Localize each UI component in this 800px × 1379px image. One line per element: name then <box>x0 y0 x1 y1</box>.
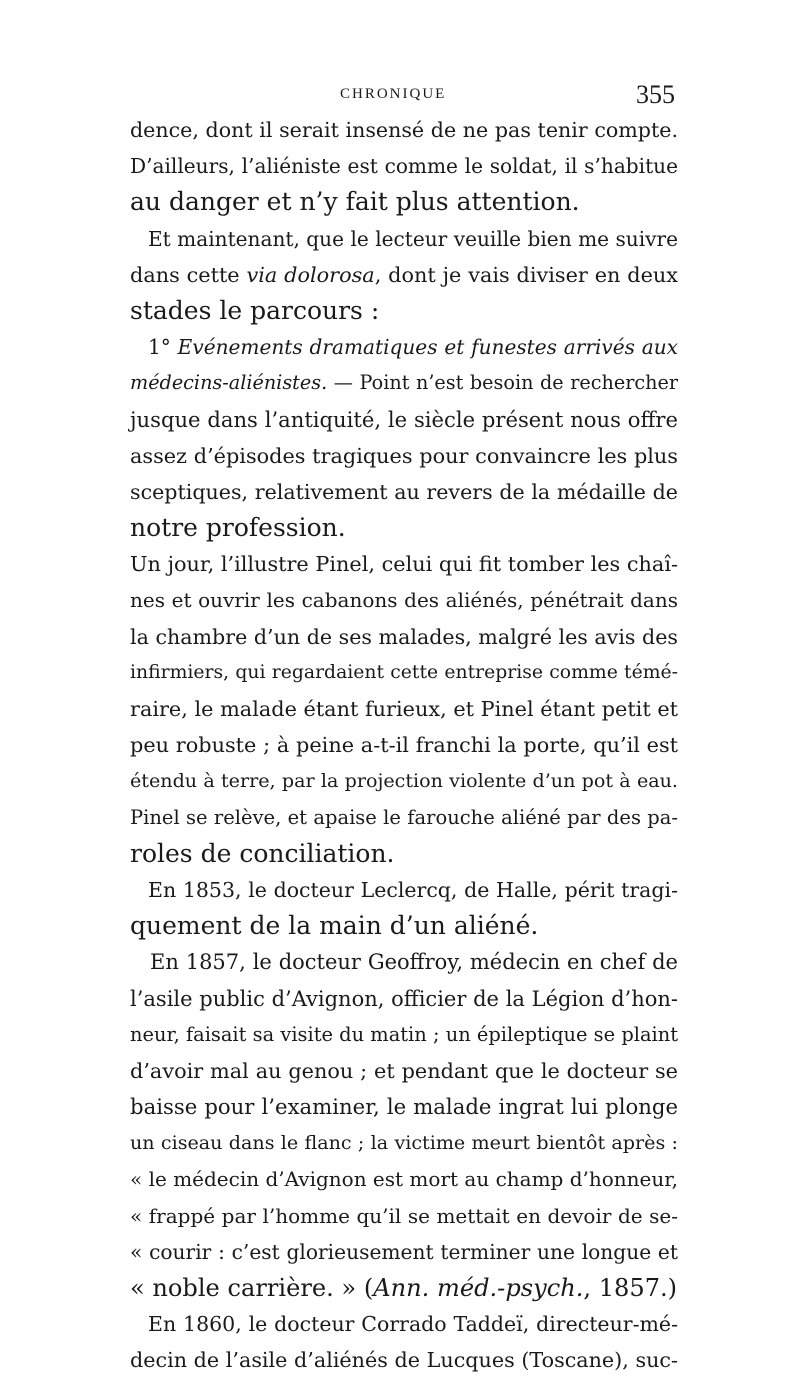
page-number: 355 <box>636 80 675 109</box>
text-line: peu robuste ; à peine a-t-il franchi la porte, qu’il est <box>130 733 678 758</box>
text-line: « le médecin d’Avignon est mort au champ d’honneur, <box>130 1167 678 1192</box>
text-line: En 1860, le docteur Corrado Taddeï, directeur-mé- <box>148 1312 678 1337</box>
text-line: nes et ouvrir les cabanons des aliénés, pénétrait dans <box>130 588 678 613</box>
text-line: l’asile public d’Avignon, officier de la Légion d’hon- <box>130 986 678 1011</box>
text-line: baisse pour l’examiner, le malade ingrat lui plonge <box>130 1094 678 1120</box>
text-line: d’avoir mal au genou ; et pendant que le docteur se <box>130 1058 678 1083</box>
text-line: dans cette via dolorosa, dont je vais diviser en deux <box>130 262 678 287</box>
text-line: « courir : c’est glorieusement terminer une longue et <box>130 1239 678 1264</box>
text-line: médecins-aliénistes. — Point n’est besoin de rechercher <box>130 371 678 395</box>
text-line: au danger et n’y fait plus attention. <box>130 187 580 217</box>
text-line: étendu à terre, par la projection violente d’un pot à eau. <box>130 769 678 793</box>
text-line: D’ailleurs, l’aliéniste est comme le soldat, il s’habitue <box>130 154 678 179</box>
text-line: raire, le malade étant furieux, et Pinel étant petit et <box>130 697 678 721</box>
running-title: CHRONIQUE <box>340 86 447 102</box>
text-line: « noble carrière. » (Ann. méd.-psych., 1857.) <box>130 1274 678 1302</box>
text-line: En 1857, le docteur Geoffroy, médecin en chef de <box>150 950 678 975</box>
text-line: jusque dans l’antiquité, le siècle présent nous offre <box>130 406 678 432</box>
text-line: neur, faisait sa visite du matin ; un épileptique se plaint <box>130 1022 678 1046</box>
text-line: quement de la main d’un aliéné. <box>130 911 539 941</box>
body-text <box>130 112 678 1379</box>
text-line: decin de l’asile d’aliénés de Lucques (Toscane), suc- <box>130 1348 678 1373</box>
page-header <box>130 80 675 110</box>
text-line: Un jour, l’illustre Pinel, celui qui fit tomber les chaî- <box>130 552 678 577</box>
text-line: notre profession. <box>130 513 346 543</box>
text-line: sceptiques, relativement au revers de la médaille de <box>130 479 678 504</box>
text-line: roles de conciliation. <box>130 838 395 868</box>
text-line: « frappé par l’homme qu’il se mettait en devoir de se- <box>130 1203 678 1228</box>
text-line: Pinel se relève, et apaise le farouche aliéné par des pa- <box>130 805 678 829</box>
text-line: un ciseau dans le flanc ; la victime meurt bientôt après : <box>130 1131 678 1155</box>
text-line: Et maintenant, que le lecteur veuille bien me suivre <box>148 226 678 251</box>
text-line: 1° Evénements dramatiques et funestes arrivés aux <box>148 335 679 360</box>
text-line: la chambre d’un de ses malades, malgré les avis des <box>130 624 678 649</box>
text-line: assez d’épisodes tragiques pour convaincre les plus <box>130 443 678 468</box>
text-line: dence, dont il serait insensé de ne pas tenir compte. <box>130 118 678 142</box>
text-line: En 1853, le docteur Leclercq, de Halle, périt tragi- <box>148 877 678 902</box>
text-line: infirmiers, qui regardaient cette entreprise comme témé- <box>130 661 678 683</box>
text-line: stades le parcours : <box>130 295 380 325</box>
